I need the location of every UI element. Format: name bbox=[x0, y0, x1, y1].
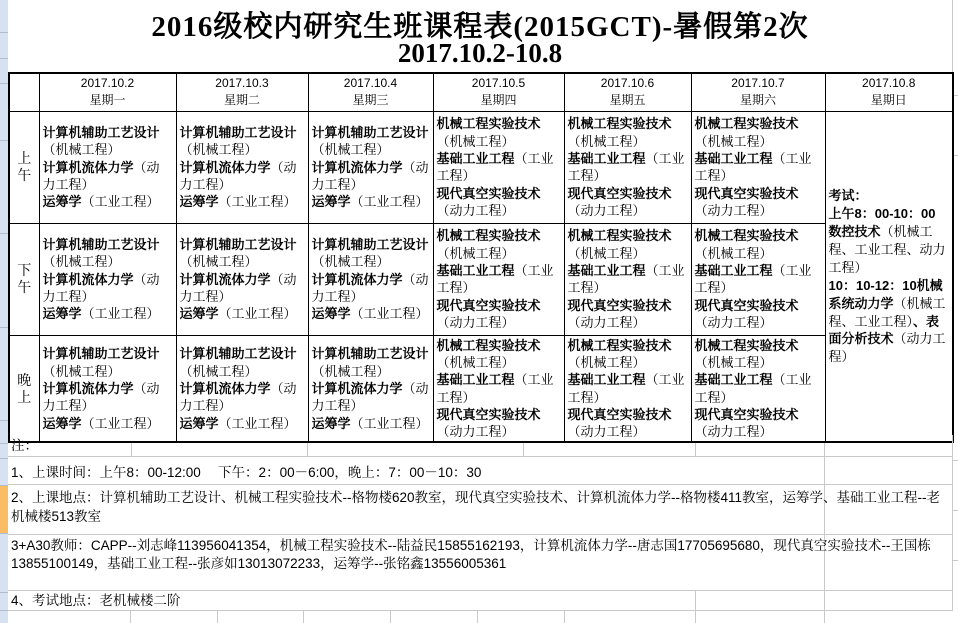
notes-label-cell[interactable]: 注： bbox=[8, 435, 952, 457]
schedule-cell-r2-c3[interactable] bbox=[433, 335, 564, 442]
course-line: 运筹学（工业工程） bbox=[311, 306, 429, 322]
day-date: 2017.10.5 bbox=[471, 76, 526, 90]
course-line: 计算机流体力学（动力工程） bbox=[311, 271, 429, 304]
course-line: 计算机辅助工艺设计（机械工程） bbox=[311, 346, 429, 379]
course-line: 计算机流体力学（动力工程） bbox=[179, 271, 297, 304]
course-line: 计算机流体力学（动力工程） bbox=[311, 159, 429, 192]
course-line: 计算机辅助工艺设计（机械工程） bbox=[179, 346, 297, 379]
course-line: 基础工业工程（工业工程） bbox=[567, 263, 685, 296]
day-week: 星期六 bbox=[739, 93, 776, 108]
exam-cell-sunday[interactable] bbox=[825, 111, 953, 442]
course-line: 基础工业工程（工业工程） bbox=[567, 151, 685, 184]
course-line: 考试： bbox=[828, 187, 868, 203]
course-line: 现代真空实验技术（动力工程） bbox=[436, 297, 541, 330]
course-line: 机械工程实验技术（机械工程） bbox=[436, 337, 541, 371]
gutter-gridline bbox=[0, 443, 8, 444]
gridline bbox=[390, 611, 391, 623]
course-line: 计算机辅助工艺设计（机械工程） bbox=[179, 237, 297, 270]
course-line: 计算机辅助工艺设计（机械工程） bbox=[311, 237, 429, 270]
day-header-1[interactable] bbox=[39, 73, 176, 111]
course-line: 机械工程实验技术（机械工程） bbox=[694, 337, 799, 371]
day-header-3[interactable] bbox=[308, 73, 433, 111]
course-line: 运筹学（工业工程） bbox=[311, 194, 429, 210]
course-line: 机械工程实验技术（机械工程） bbox=[436, 116, 541, 149]
course-line: 计算机辅助工艺设计（机械工程） bbox=[179, 125, 297, 158]
schedule-cell-r1-c3[interactable] bbox=[433, 223, 564, 335]
course-line: 现代真空实验技术（动力工程） bbox=[436, 185, 541, 218]
corner-cell[interactable] bbox=[9, 73, 39, 111]
course-line: 基础工业工程（工业工程） bbox=[694, 151, 812, 184]
course-line: 运筹学（工业工程） bbox=[42, 415, 160, 431]
period-label-2[interactable]: 晚 上 bbox=[9, 335, 39, 442]
day-header-4[interactable] bbox=[433, 73, 564, 111]
course-line: 机械工程实验技术（机械工程） bbox=[567, 116, 672, 149]
course-line: 计算机辅助工艺设计（机械工程） bbox=[42, 346, 160, 379]
day-date: 2017.10.7 bbox=[731, 76, 785, 90]
day-week: 星期日 bbox=[870, 93, 907, 108]
gutter-gridline bbox=[0, 458, 8, 459]
gutter-gridline bbox=[0, 533, 8, 534]
course-line: 现代真空实验技术（动力工程） bbox=[694, 297, 799, 330]
course-line: 现代真空实验技术（动力工程） bbox=[567, 406, 672, 440]
course-line: 机械工程实验技术（机械工程） bbox=[567, 228, 672, 261]
course-line: 现代真空实验技术（动力工程） bbox=[567, 297, 672, 330]
schedule-cell-r0-c2[interactable] bbox=[308, 111, 433, 223]
day-date: 2017.10.8 bbox=[862, 76, 916, 90]
gutter-gridline bbox=[0, 233, 8, 234]
course-line: 计算机流体力学（动力工程） bbox=[42, 271, 160, 304]
spreadsheet-left-gutter bbox=[0, 0, 8, 623]
course-line: 运筹学（工业工程） bbox=[311, 415, 429, 431]
day-header-7[interactable] bbox=[825, 73, 953, 111]
schedule-cell-r0-c4[interactable] bbox=[564, 111, 691, 223]
schedule-cell-r2-c0[interactable] bbox=[39, 335, 176, 442]
gutter-gridline bbox=[0, 610, 8, 611]
course-line: 运筹学（工业工程） bbox=[179, 194, 297, 210]
course-line: 计算机流体力学（动力工程） bbox=[42, 380, 160, 414]
day-week: 星期五 bbox=[609, 93, 646, 108]
day-header-5[interactable] bbox=[564, 73, 691, 111]
course-line: 运筹学（工业工程） bbox=[179, 415, 297, 431]
day-week: 星期二 bbox=[223, 93, 260, 108]
day-week: 星期四 bbox=[480, 93, 517, 108]
schedule-cell-r1-c4[interactable] bbox=[564, 223, 691, 335]
schedule-cell-r2-c4[interactable] bbox=[564, 335, 691, 442]
schedule-cell-r0-c5[interactable] bbox=[691, 111, 825, 223]
course-line: 机械工程实验技术（机械工程） bbox=[694, 116, 799, 149]
schedule-cell-r2-c5[interactable] bbox=[691, 335, 825, 442]
course-line: 计算机流体力学（动力工程） bbox=[179, 380, 297, 414]
course-line: 运筹学（工业工程） bbox=[42, 306, 160, 322]
notes-section bbox=[8, 435, 953, 611]
row-highlight-orange bbox=[0, 486, 8, 534]
course-line: 数控技术（机械工程、工业工程、动力工程） bbox=[828, 223, 946, 275]
gutter-gridline bbox=[0, 485, 8, 486]
schedule-cell-r1-c5[interactable] bbox=[691, 223, 825, 335]
course-line: 计算机辅助工艺设计（机械工程） bbox=[42, 237, 160, 270]
course-line: 现代真空实验技术（动力工程） bbox=[567, 185, 672, 218]
gutter-gridline bbox=[0, 58, 8, 59]
course-line: 机械工程实验技术（机械工程） bbox=[436, 228, 541, 261]
course-line: 计算机流体力学（动力工程） bbox=[179, 159, 297, 192]
page-subtitle-daterange: 2017.10.2-10.8 bbox=[397, 38, 563, 68]
course-line: 运筹学（工业工程） bbox=[42, 194, 160, 210]
course-line: 计算机流体力学（动力工程） bbox=[311, 380, 429, 414]
schedule-cell-r2-c2[interactable] bbox=[308, 335, 433, 442]
schedule-cell-r0-c3[interactable] bbox=[433, 111, 564, 223]
period-label-0[interactable]: 上 午 bbox=[9, 111, 39, 223]
course-line: 基础工业工程（工业工程） bbox=[436, 372, 554, 405]
course-line: 计算机流体力学（动力工程） bbox=[42, 159, 160, 192]
gridline bbox=[217, 611, 218, 623]
timetable bbox=[8, 72, 954, 443]
note-class-time[interactable]: 1、上课时间：上午8：00-12:00 下午：2：00－6:00，晚上：7：00－10：30 bbox=[8, 457, 952, 485]
day-date: 2017.10.6 bbox=[600, 76, 655, 90]
day-week: 星期一 bbox=[89, 93, 126, 108]
course-line: 计算机辅助工艺设计（机械工程） bbox=[311, 125, 429, 158]
note-class-location[interactable]: 2、上课地点：计算机辅助工艺设计、机械工程实验技术--格物楼620教室，现代真空实验技术、计算机流体力学--格物楼411教室，运筹学、基础工业工程--老机械楼513教室 bbox=[8, 485, 952, 535]
gridline bbox=[952, 0, 953, 72]
course-line: 上午8：00-10：00 bbox=[828, 205, 936, 221]
course-line: 现代真空实验技术（动力工程） bbox=[436, 406, 541, 440]
gutter-gridline bbox=[0, 140, 8, 141]
schedule-cell-r0-c0[interactable] bbox=[39, 111, 176, 223]
day-date: 2017.10.2 bbox=[80, 76, 135, 90]
course-line: 基础工业工程（工业工程） bbox=[694, 263, 812, 296]
schedule-cell-r2-c1[interactable] bbox=[176, 335, 308, 442]
course-line: 现代真空实验技术（动力工程） bbox=[694, 185, 799, 218]
course-line: 运筹学（工业工程） bbox=[179, 306, 297, 322]
page-title: 2016级校内研究生班课程表(2015GCT)-暑假第2次 bbox=[151, 11, 809, 43]
gutter-gridline bbox=[0, 83, 8, 84]
gridline bbox=[477, 611, 478, 623]
gutter-gridline bbox=[0, 32, 8, 33]
day-date: 2017.10.3 bbox=[215, 76, 269, 90]
period-label-1[interactable]: 下 午 bbox=[9, 223, 39, 335]
gutter-gridline bbox=[0, 327, 8, 328]
schedule-cell-r1-c2[interactable] bbox=[308, 223, 433, 335]
course-line: 计算机辅助工艺设计（机械工程） bbox=[42, 125, 160, 158]
course-line: 基础工业工程（工业工程） bbox=[567, 372, 685, 405]
day-header-2[interactable] bbox=[176, 73, 308, 111]
gutter-gridline bbox=[0, 420, 8, 421]
gridline bbox=[303, 611, 304, 623]
schedule-cell-r1-c0[interactable] bbox=[39, 223, 176, 335]
note-exam-location[interactable]: 4、考试地点：老机械楼二阶 bbox=[8, 591, 952, 611]
course-line: 机械工程实验技术（机械工程） bbox=[694, 228, 799, 261]
day-week: 星期三 bbox=[352, 93, 389, 108]
course-line: 基础工业工程（工业工程） bbox=[694, 372, 812, 405]
course-line: 基础工业工程（工业工程） bbox=[436, 263, 554, 296]
gridline bbox=[130, 611, 131, 623]
schedule-cell-r1-c1[interactable] bbox=[176, 223, 308, 335]
day-date: 2017.10.4 bbox=[343, 76, 398, 90]
schedule-cell-r0-c1[interactable] bbox=[176, 111, 308, 223]
note-teachers[interactable]: 3+A30教师：CAPP--刘志峰113956041354，机械工程实验技术--陆益民15855162193，计算机流体力学--唐志国17705695680，现代真空实验技术--王国栋13855100149，基础工业工程--张彦如13013072233，运筹学--张铭鑫13556005361 bbox=[8, 535, 952, 591]
course-line: 机械工程实验技术（机械工程） bbox=[567, 337, 672, 371]
gutter-gridline bbox=[0, 592, 8, 593]
course-line: 现代真空实验技术（动力工程） bbox=[694, 406, 799, 440]
gridline bbox=[564, 611, 565, 623]
course-line: 10：10-12：10机械系统动力学（机械工程、工业工程）、表面分析技术（动力工程） bbox=[828, 277, 946, 365]
day-header-6[interactable] bbox=[691, 73, 825, 111]
course-line: 基础工业工程（工业工程） bbox=[436, 151, 554, 184]
